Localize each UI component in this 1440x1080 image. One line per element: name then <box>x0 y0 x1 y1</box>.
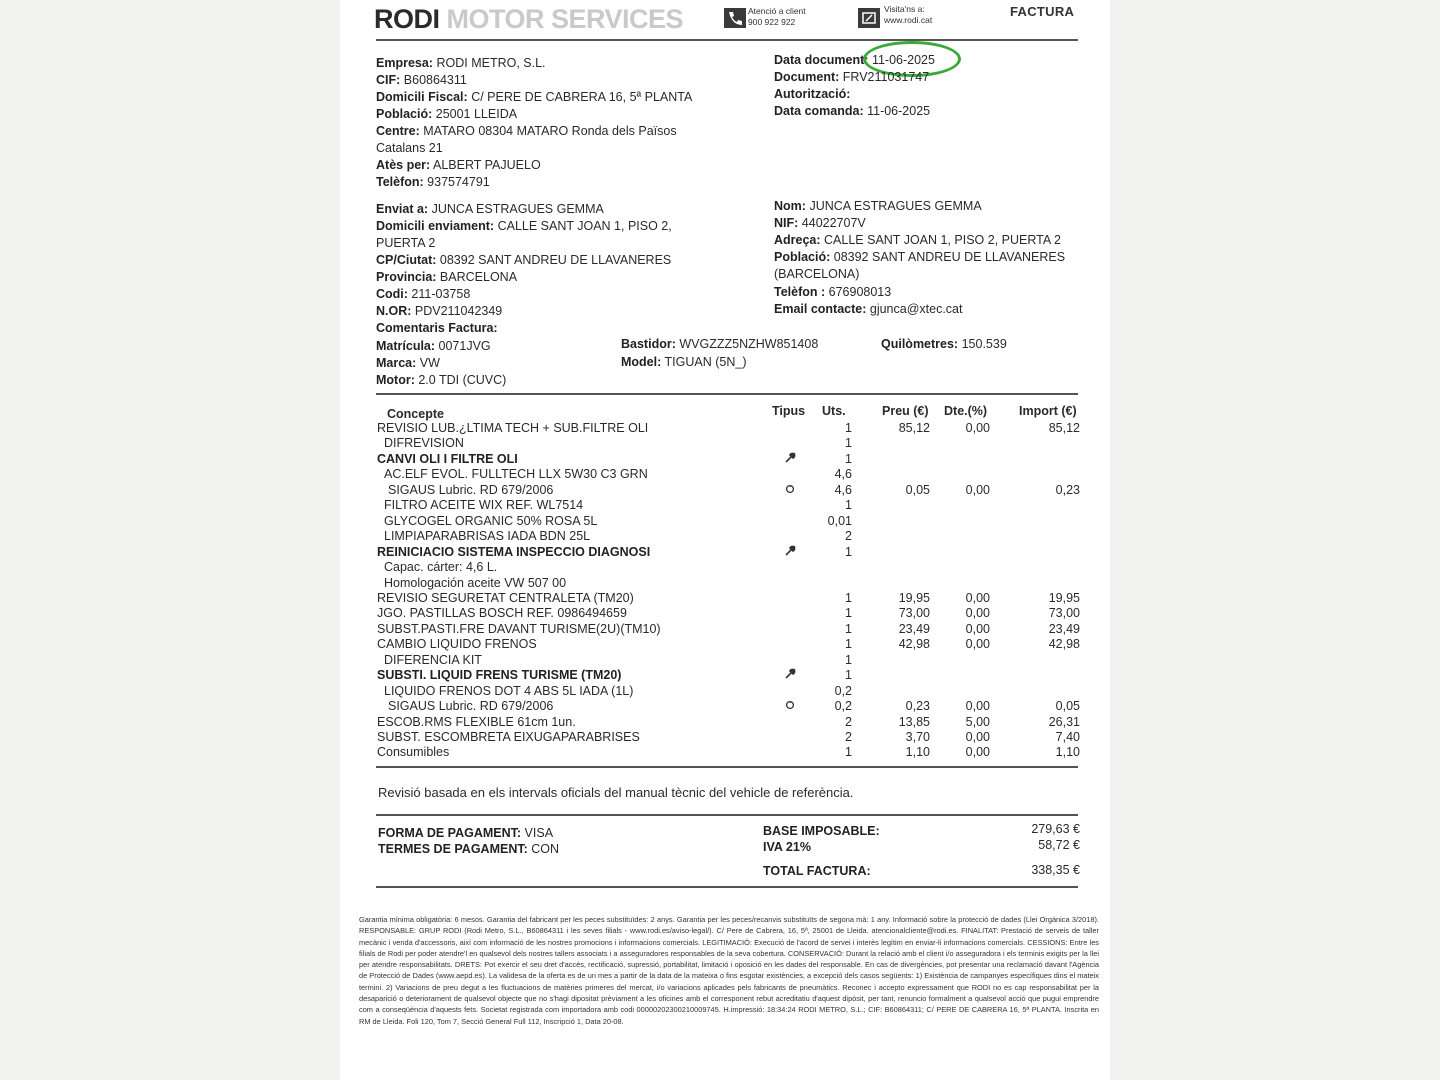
telefon-line: Telèfon: 937574791 <box>376 175 490 189</box>
document-line: Document: FRV211031747 <box>774 70 930 84</box>
base-value: 279,63 € <box>1031 822 1080 836</box>
row-uts: 1 <box>845 606 852 621</box>
row-import: 42,98 <box>1048 637 1080 652</box>
row-dte: 0,00 <box>965 730 990 744</box>
row-import: 73,00 <box>1048 606 1080 621</box>
row-dte: 0,00 <box>965 699 990 714</box>
customer-poblacio-line: Població: 08392 SANT ANDREU DE LLAVANERES <box>774 250 1066 264</box>
visit-url: www.rodi.cat <box>884 15 933 25</box>
empresa-line: Empresa: RODI METRO, S.L. <box>376 56 546 70</box>
row-import: 85,12 <box>1048 421 1080 435</box>
row-uts: 2 <box>845 730 852 744</box>
row-uts: 1 <box>845 621 852 636</box>
row-dte: 0,00 <box>965 745 990 760</box>
row-concepte: Homologación aceite VW 507 00 <box>384 575 567 590</box>
row-concepte: LIQUIDO FRENOS DOT 4 ABS 5L IADA (1L) <box>384 683 634 698</box>
header-divider <box>376 39 1078 41</box>
th-concepte: Concepte <box>387 407 444 421</box>
doc-type: FACTURA <box>1010 4 1075 19</box>
nif-line: NIF: 44022707V <box>774 216 866 230</box>
row-dte: 0,00 <box>965 606 990 621</box>
provincia-line: Provincia: BARCELONA <box>376 270 518 284</box>
footer-divider <box>376 886 1078 888</box>
wrench-icon <box>784 452 796 468</box>
row-import: 23,49 <box>1048 621 1080 636</box>
revision-note: Revisió basada en els intervals oficials del manual tècnic del vehicle de referència. <box>378 785 854 800</box>
th-import: Import (€) <box>1019 404 1077 418</box>
comentaris-line: Comentaris Factura: <box>376 321 498 335</box>
table-row <box>340 421 1110 437</box>
row-uts: 1 <box>845 544 852 559</box>
table-row <box>340 436 1110 452</box>
table-row <box>340 591 1110 607</box>
row-uts: 1 <box>845 668 852 683</box>
row-preu: 1,10 <box>905 745 930 760</box>
logo-bold: RODI <box>374 4 440 34</box>
table-row <box>340 545 1110 561</box>
row-preu: 0,05 <box>905 482 930 497</box>
total-value: 338,35 € <box>1031 863 1080 877</box>
row-concepte: LIMPIAPARABRISAS IADA BDN 25L <box>384 529 591 544</box>
wrench-icon <box>784 668 796 684</box>
row-preu: 13,85 <box>898 714 930 729</box>
model-line: Model: TIGUAN (5N_) <box>621 355 747 369</box>
th-tipus: Tipus <box>772 404 806 418</box>
row-import: 19,95 <box>1048 590 1080 605</box>
row-import: 0,23 <box>1055 482 1080 497</box>
table-row <box>340 699 1110 715</box>
data-document-line: Data document: 11-06-2025 <box>774 53 935 67</box>
matricula-line: Matrícula: 0071JVG <box>376 339 491 353</box>
forma-pagament-line: FORMA DE PAGAMENT: VISA <box>378 826 554 840</box>
row-concepte: REVISIO LUB.¿LTIMA TECH + SUB.FILTRE OLI <box>377 421 649 435</box>
row-concepte: Consumibles <box>377 745 450 760</box>
row-concepte: JGO. PASTILLAS BOSCH REF. 0986494659 <box>377 606 627 621</box>
row-dte: 0,00 <box>965 637 990 652</box>
row-preu: 85,12 <box>898 421 930 435</box>
contact-phone: 900 922 922 <box>748 17 796 27</box>
domicili-enviament-line2: PUERTA 2 <box>376 236 436 250</box>
centre-line2: Catalans 21 <box>376 141 443 155</box>
email-line: Email contacte: gjunca@xtec.cat <box>774 302 963 316</box>
row-uts: 2 <box>845 714 852 729</box>
contact-label: Atenció a client <box>748 6 806 16</box>
data-comanda-line: Data comanda: 11-06-2025 <box>774 104 931 118</box>
row-preu: 73,00 <box>898 606 930 621</box>
row-uts: 4,6 <box>834 482 852 497</box>
totals-divider <box>376 814 1078 816</box>
row-import: 0,05 <box>1055 699 1080 714</box>
termes-pagament-line: TERMES DE PAGAMENT: CON <box>378 842 560 856</box>
base-label: BASE IMPOSABLE: <box>763 824 880 838</box>
visit-label: Visita'ns a: <box>884 4 925 14</box>
th-preu: Preu (€) <box>882 404 929 418</box>
row-uts: 1 <box>845 421 852 435</box>
table-bottom-divider <box>376 766 1078 768</box>
domicili-enviament-line: Domicili enviament: CALLE SANT JOAN 1, PISO 2, <box>376 219 672 233</box>
footer-text: RODI METRO, S.L.; CIF: B60864311; C/ PERE DE CABRERA 16, 5ª PLANTA. Inscrita en RM de Lleida. Foli 120, Tom 7, Secció General Full 112, Inscripció 1, Data 20-08. <box>359 1005 1100 1026</box>
row-concepte: DIFREVISION <box>384 436 464 451</box>
nom-line: Nom: JUNCA ESTRAGUES GEMMA <box>774 199 982 213</box>
legal-text: Garantia mínima obligatòria: 6 mesos. Garantia del fabricant per les peces substituïdes: 2 anys. Garantia per les peces/recanvis substituïts de segona mà: 1 any. Informació sobre la protecció de dades (Llei Orgànica 3/2018). RESPONSABLE: GRUP RODI (Rodi Metro, S.L., B60864311 i les seves filials - www.rodi.es/aviso-legal/). C/ Pere de Cabrera, 16, 5ª, 25001 de Lleida. atencionalcliente@rodi.es. FINALITAT: Prestació de serveis de taller mecànic i venda d'accessoris, així com informació de les nostres promocions i informacions comercials. LEGITIMACIÓ: Execució de l'acord de servei i interès legítim en enviar-li informacions comercials. CESSIONS: Entre les filials de Rodi per poder atendre'l en qualsevol dels nostres tallers associats i a asseguradores responsables de la seva cobertura. CONSERVACIÓ: Durant la relació amb el client i/o asseguradora i els terminis exigits per la llei per atendre responsabilitats. DRETS: Pot exercir el seu dret d'accés, rectificació, supressió, portabilitat, limitació i oposició en les dades del responsable. En cas de divergències, pot presentar una reclamació davant l'Agència de Protecció de Dades (www.aepd.es). La validesa de la oferta es de un mes a partir de la data de la mateixa o fins esgotar existències, a excepció dels casos següents: 1) Existència de campanyes específiques dins el mateix termini. 2) Variacions de preu degut a les fluctuacions de matèries primeres del mercat, i/o variacions aplicades pels fabricants de pneumàtics. Reconec i accepto expressament que RODI no es cap responsabilitat per la desaparició o deteriorament de qualsevol objecte que no s'hagi dipositat prèviament a les oficines amb el corresponent rebut acreditatiu d'aquest dipòsit, per tant, renuncio formalment a qualsevol acció que pugui emprendre com a conseqüència d'aquests fets. Societat registrada com importadora amb codi 00000202300210009745. H.impressió: 18:34:24 RODI METRO, S.L.; CIF: B60864311; C/ PERE DE CABRERA 16, 5ª PLANTA. Inscrita en RM de Lleida. Foli 120, Tom 7, Secció General Full 112, Inscripció 1, Data 20-08. <box>359 915 1100 1026</box>
domicili-line: Domicili Fiscal: C/ PERE DE CABRERA 16, 5ª PLANTA <box>376 90 693 104</box>
table-row <box>340 452 1110 468</box>
table-row <box>340 668 1110 684</box>
km-line: Quilòmetres: 150.539 <box>881 337 1007 351</box>
th-dte: Dte.(%) <box>944 404 988 418</box>
row-concepte: SIGAUS Lubric. RD 679/2006 <box>388 482 554 497</box>
row-concepte: CAMBIO LIQUIDO FRENOS <box>377 637 537 652</box>
row-uts: 1 <box>845 590 852 605</box>
table-row <box>340 483 1110 499</box>
row-uts: 1 <box>845 637 852 652</box>
customer-poblacio-line2: (BARCELONA) <box>774 267 860 281</box>
bastidor-line: Bastidor: WVGZZZ5NZHW851408 <box>621 337 819 351</box>
row-concepte: FILTRO ACEITE WIX REF. WL7514 <box>384 498 584 513</box>
ates-line: Atès per: ALBERT PAJUELO <box>376 158 541 172</box>
row-preu: 42,98 <box>898 637 930 652</box>
table-row <box>340 684 1110 700</box>
row-import: 1,10 <box>1055 745 1080 760</box>
table-row <box>340 560 1110 576</box>
table-top-divider <box>376 393 1078 395</box>
row-concepte: SUBST.PASTI.FRE DAVANT TURISME(2U)(TM10) <box>377 621 661 636</box>
row-dte: 0,00 <box>965 621 990 636</box>
row-concepte: DIFERENCIA KIT <box>384 652 482 667</box>
row-uts: 0,2 <box>834 699 852 714</box>
table-row <box>340 653 1110 669</box>
row-uts: 0,01 <box>827 513 852 528</box>
row-dte: 0,00 <box>965 482 990 497</box>
table-row <box>340 576 1110 592</box>
table-row <box>340 514 1110 530</box>
cp-line: CP/Ciutat: 08392 SANT ANDREU DE LLAVANERES <box>376 253 672 267</box>
row-import: 26,31 <box>1048 714 1080 729</box>
row-concepte: REVISIO SEGURETAT CENTRALETA (TM20) <box>377 590 634 605</box>
row-uts: 1 <box>845 652 852 667</box>
row-uts: 0,2 <box>834 683 852 698</box>
row-concepte: SIGAUS Lubric. RD 679/2006 <box>388 699 554 714</box>
phone-icon <box>724 8 746 28</box>
recycle-icon <box>784 483 796 498</box>
row-preu: 0,23 <box>905 699 930 714</box>
row-concepte: SUBSTI. LIQUID FRENS TURISME (TM20) <box>377 668 622 683</box>
nor-line: N.OR: PDV211042349 <box>376 304 503 318</box>
row-preu: 19,95 <box>898 590 930 605</box>
row-uts: 1 <box>845 451 852 466</box>
row-uts: 4,6 <box>834 467 852 482</box>
row-uts: 1 <box>845 498 852 513</box>
table-row <box>340 745 1110 761</box>
table-row <box>340 730 1110 746</box>
row-import: 7,40 <box>1055 730 1080 744</box>
table-row <box>340 715 1110 731</box>
wrench-icon <box>784 545 796 561</box>
recycle-icon <box>784 699 796 714</box>
row-concepte: SUBST. ESCOMBRETA EIXUGAPARABRISES <box>377 730 640 744</box>
enviat-line: Enviat a: JUNCA ESTRAGUES GEMMA <box>376 202 604 216</box>
row-concepte: REINICIACIO SISTEMA INSPECCIO DIAGNOSI <box>377 544 651 559</box>
adreca-line: Adreça: CALLE SANT JOAN 1, PISO 2, PUERTA 2 <box>774 233 1061 247</box>
row-uts: 2 <box>845 529 852 544</box>
invoice-page <box>340 0 1110 1080</box>
cif-line: CIF: B60864311 <box>376 73 467 87</box>
autoritzacio-line: Autorització: <box>774 87 851 101</box>
row-concepte: GLYCOGEL ORGANIC 50% ROSA 5L <box>384 513 598 528</box>
row-dte: 5,00 <box>965 714 990 729</box>
customer-telefon-line: Telèfon : 676908013 <box>774 285 892 299</box>
poblacio-line: Població: 25001 LLEIDA <box>376 107 518 121</box>
centre-line: Centre: MATARO 08304 MATARO Ronda dels Països <box>376 124 677 138</box>
row-dte: 0,00 <box>965 590 990 605</box>
total-label: TOTAL FACTURA: <box>763 864 871 878</box>
row-concepte: AC.ELF EVOL. FULLTECH LLX 5W30 C3 GRN <box>384 467 648 482</box>
web-icon <box>858 8 880 28</box>
row-concepte: CANVI OLI I FILTRE OLI <box>377 451 518 466</box>
marca-line: Marca: VW <box>376 356 440 370</box>
logo-light: MOTOR SERVICES <box>446 4 684 34</box>
table-row <box>340 498 1110 514</box>
row-uts: 1 <box>845 436 852 451</box>
iva-value: 58,72 € <box>1038 838 1080 852</box>
row-uts: 1 <box>845 745 852 760</box>
codi-line: Codi: 211-03758 <box>376 287 471 301</box>
row-preu: 23,49 <box>898 621 930 636</box>
rodi-logo <box>374 4 683 35</box>
table-row <box>340 529 1110 545</box>
row-preu: 3,70 <box>905 730 930 744</box>
table-row <box>340 622 1110 638</box>
row-concepte: Capac. cárter: 4,6 L. <box>384 560 498 575</box>
motor-line: Motor: 2.0 TDI (CUVC) <box>376 373 507 387</box>
row-dte: 0,00 <box>965 421 990 435</box>
th-uts: Uts. <box>822 404 846 418</box>
row-concepte: ESCOB.RMS FLEXIBLE 61cm 1un. <box>377 714 576 729</box>
table-row <box>340 467 1110 483</box>
table-row <box>340 606 1110 622</box>
iva-label: IVA 21% <box>763 840 811 854</box>
table-row <box>340 637 1110 653</box>
